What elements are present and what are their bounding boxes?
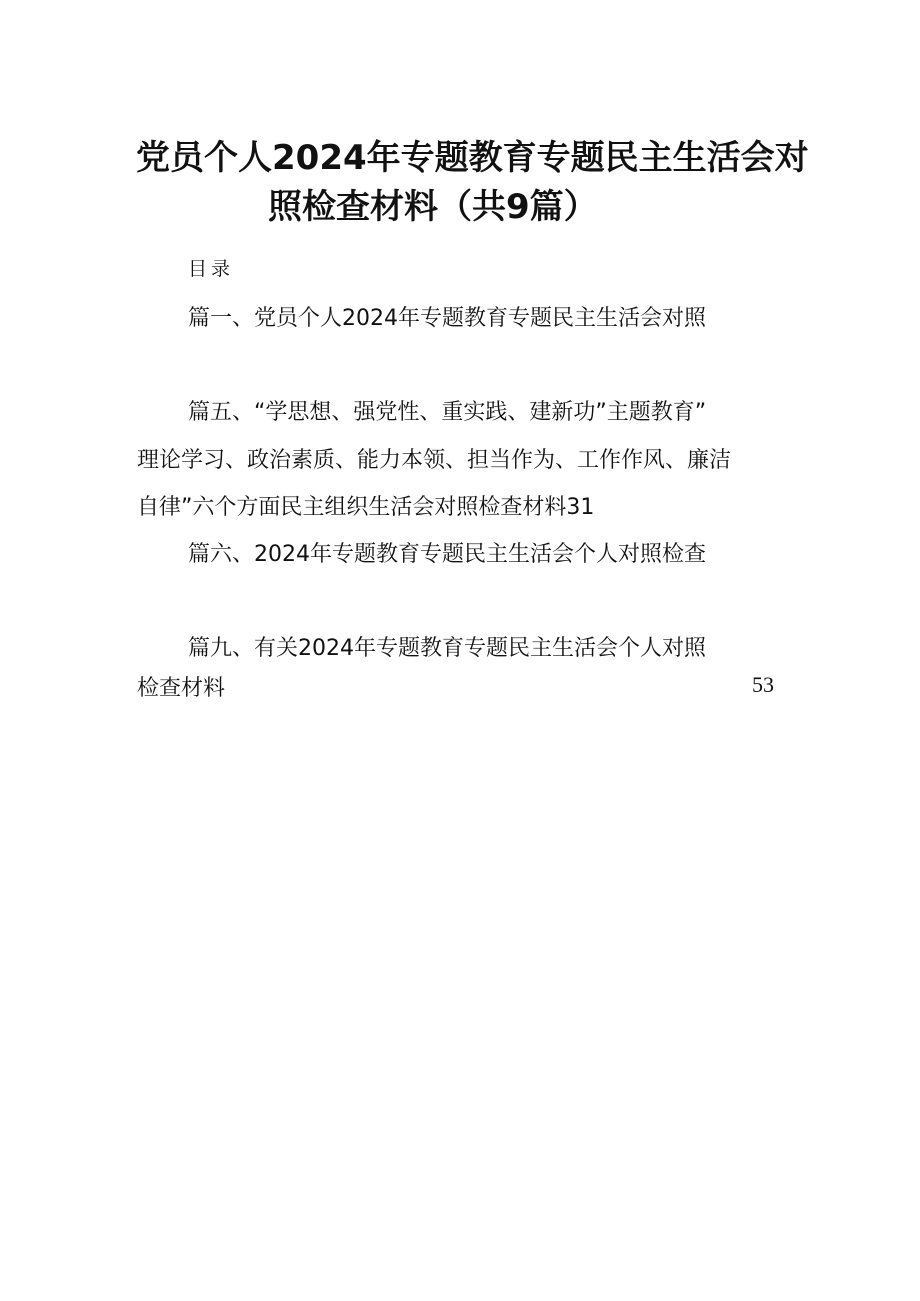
document-title-line-2: 照检查材料（共9篇） [268, 187, 598, 227]
toc-heading: 目录 [188, 258, 235, 280]
toc-entry-9-line-1[interactable]: 篇九、有关2024年专题教育专题民主生活会个人对照 [188, 636, 706, 661]
document-title-line-1: 党员个人2024年专题教育专题民主生活会对 [136, 138, 809, 178]
toc-entry-5-line-1[interactable]: 篇五、“学思想、强党性、重实践、建新功”主题教育” [188, 400, 707, 425]
toc-entry-6[interactable]: 篇六、2024年专题教育专题民主生活会个人对照检查 [188, 542, 706, 567]
toc-entry-5-line-2[interactable]: 理论学习、政治素质、能力本领、担当作为、工作作风、廉洁 [137, 448, 732, 473]
toc-entry-9-line-2[interactable]: 检查材料 [137, 676, 226, 701]
toc-entry-5-line-3[interactable]: 自律”六个方面民主组织生活会对照检查材料31 [137, 495, 595, 520]
toc-entry-1[interactable]: 篇一、党员个人2024年专题教育专题民主生活会对照 [188, 306, 706, 331]
toc-entry-9-page-number: 53 [752, 672, 774, 697]
